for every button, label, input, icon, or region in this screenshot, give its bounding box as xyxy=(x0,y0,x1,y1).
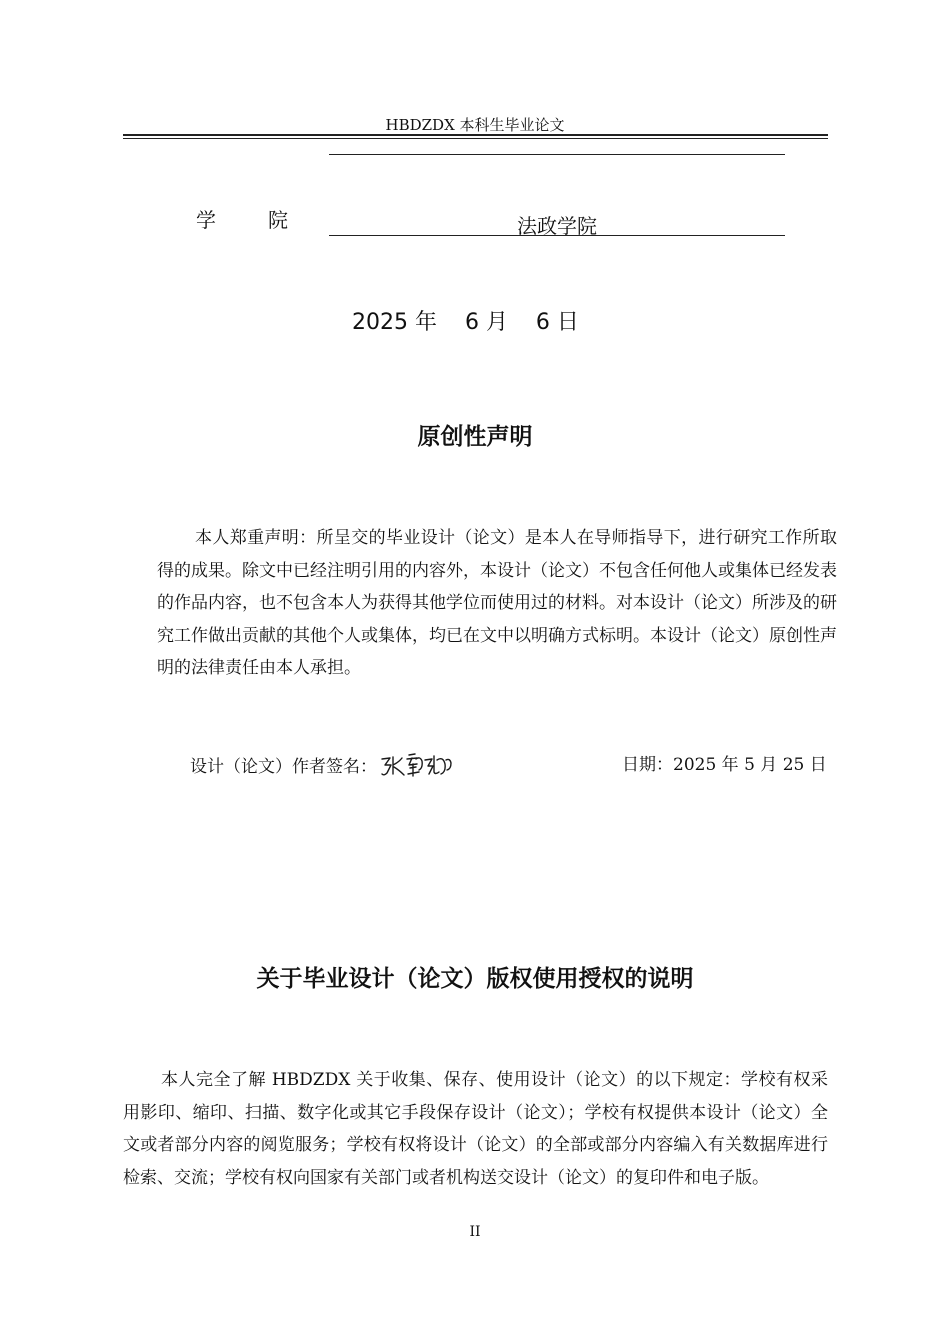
header-rule-thin xyxy=(123,138,828,139)
copyright-body: 本人完全了解 HBDZDX 关于收集、保存、使用设计（论文）的以下规定：学校有权采用影印、缩印、扫描、数字化或其它手段保存设计（论文）；学校有权提供本设计（论文）全文或者部分内容的阅览服务；学校有权将设计（论文）的全部或部分内容编入有关数据库进行检索、交流；学校有权向国家有关部门或者机构送交设计（论文）的复印件和电子版。 xyxy=(123,1070,828,1188)
originality-body: 本人郑重声明：所呈交的毕业设计（论文）是本人在导师指导下，进行研究工作所取得的成果。除文中已经注明引用的内容外，本设计（论文）不包含任何他人或集体已经发表的作品内容，也不包含本人为获得其他学位而使用过的材料。对本设计（论文）所涉及的研究工作做出贡献的其他个人或集体，均已在文中以明确方式标明。本设计（论文）原创性声明的法律责任由本人承担。 xyxy=(157,528,837,678)
page-number: II xyxy=(469,1224,481,1240)
copyright-title: 关于毕业设计（论文）版权使用授权的说明 xyxy=(256,966,694,992)
cover-date: 2025 年 6 月 6 日 xyxy=(352,310,579,335)
college-underline xyxy=(329,235,785,236)
blank-field-rule xyxy=(329,154,785,155)
college-label: 学院 xyxy=(196,208,340,232)
signature-row xyxy=(190,750,455,785)
originality-title: 原创性声明 xyxy=(417,424,533,450)
running-header-title: HBDZDX 本科生毕业论文 xyxy=(385,116,565,134)
handwritten-signature xyxy=(379,750,455,785)
signature-label: 设计（论文）作者签名： xyxy=(190,757,377,777)
college-value: 法政学院 xyxy=(517,214,597,238)
header-rule-thick xyxy=(123,134,828,136)
signed-date: 日期：2025 年 5 月 25 日 xyxy=(622,755,827,775)
